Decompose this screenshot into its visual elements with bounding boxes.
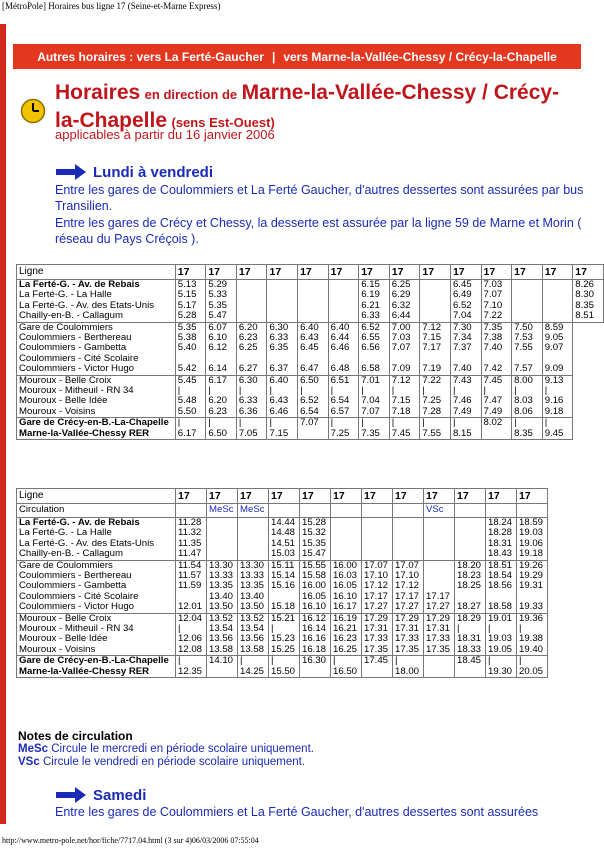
time-cell: 18.59 19.03 19.06 19.18	[517, 518, 548, 561]
time-cell: 6.07 6.10 6.12 6.14	[206, 322, 237, 375]
stop-names-cell	[17, 322, 176, 375]
table-header-row	[17, 265, 604, 280]
route-number-cell: 17	[236, 265, 267, 280]
time-cell: 6.52 6.55 6.56 6.58	[359, 322, 390, 375]
time-cell	[238, 518, 269, 561]
note-code: VSc	[18, 756, 40, 768]
stop-name: Gare de Crécy-en-B.-La-Chapelle	[19, 417, 169, 429]
time-cell: 6.40 | 6.43 6.46	[267, 375, 298, 418]
time-cell: 11.54 11.57 11.59 12.01	[176, 560, 207, 613]
note-vsc	[18, 756, 305, 768]
route-number-cell: 17	[267, 265, 298, 280]
time-cell	[424, 656, 455, 678]
time-cell: | 16.50	[331, 656, 362, 678]
time-cell: | 15.50	[269, 656, 300, 678]
time-cell: 7.12 7.15 7.17 7.19	[420, 322, 451, 375]
route-number-cell: 17	[389, 265, 420, 280]
time-cell: 15.21 | 15.23 15.25	[269, 613, 300, 656]
header-label: Ligne	[17, 265, 176, 280]
time-cell: 8.59 9.05 9.07 9.09	[542, 322, 573, 375]
time-cell: 5.45 | 5.48 5.50	[175, 375, 206, 418]
note-text: Circule le mercredi en période scolaire uniquement.	[51, 743, 314, 755]
time-cell	[420, 280, 451, 323]
time-cell: 6.51 | 6.54 6.57	[328, 375, 359, 418]
notes-title: Notes de circulation	[18, 729, 133, 743]
circulation-cell	[455, 504, 486, 518]
time-cell: 19.36 | 19.38 19.40	[517, 613, 548, 656]
time-cell: 14.10	[207, 656, 238, 678]
stop-name: Gare de Coulommiers	[19, 560, 113, 571]
time-cell: 15.55 15.58 16.00 16.05 16.10	[300, 560, 331, 613]
time-cell: 8.26 8.30 8.35 8.51	[573, 280, 604, 323]
stop-name: La Ferté-G. - Av. des Etats-Unis	[19, 299, 155, 311]
stop-names-cell	[17, 656, 176, 678]
time-cell: 16.30	[300, 656, 331, 678]
time-cell: 7.45 | 7.47 7.49	[481, 375, 512, 418]
left-accent-bar	[0, 24, 6, 824]
time-cell: | 20.05	[517, 656, 548, 678]
route-number-cell: 17	[486, 489, 517, 504]
time-cell: | 7.25	[328, 418, 359, 440]
weekday-heading	[55, 163, 213, 181]
stop-name: Marne-la-Vallée-Chessy RER	[19, 665, 150, 677]
time-cell: 6.25 6.29 6.32 6.44	[389, 280, 420, 323]
stop-name: Coulommiers - Berthereau	[19, 332, 132, 344]
route-number-cell: 17	[175, 265, 206, 280]
stop-name: Coulommiers - Victor Hugo	[19, 601, 134, 613]
time-cell: 6.50 | 6.52 6.54	[298, 375, 329, 418]
time-cell: 16.12 16.14 16.16 16.18	[300, 613, 331, 656]
time-cell: 6.45 6.49 6.52 7.04	[450, 280, 481, 323]
banner-separator: |	[271, 49, 276, 64]
time-cell: 16.00 16.03 16.05 16.10 16.17	[331, 560, 362, 613]
time-cell: 6.20 6.23 6.25 6.27	[236, 322, 267, 375]
arrow-right-icon	[55, 163, 87, 181]
time-cell	[331, 518, 362, 561]
print-header: [MétroPole] Horaires bus ligne 17 (Seine-et-Marne Express)	[2, 1, 221, 11]
time-cell: 8.00 | 8.03 8.06	[512, 375, 543, 418]
stop-name: La Ferté-G. - Av. des Etats-Unis	[19, 537, 155, 549]
time-cell: | 7.35	[359, 418, 390, 440]
time-cell	[207, 518, 238, 561]
stop-name: Mouroux - Belle Idée	[19, 633, 108, 645]
time-cell: | 7.55	[420, 418, 451, 440]
stop-names-cell	[17, 280, 176, 323]
time-cell: 18.45	[455, 656, 486, 678]
weekday-note-1: Entre les gares de Coulommiers et La Ferté Gaucher, d'autres dessertes sont assurées par bus Transilien.	[55, 183, 584, 213]
banner-prefix: Autres horaires : vers	[37, 49, 162, 64]
time-cell: 5.29 5.33 5.35 5.47	[206, 280, 237, 323]
stop-names-cell	[17, 375, 176, 418]
time-cell: 16.19 16.21 16.23 16.25	[331, 613, 362, 656]
route-number-cell: 17	[300, 489, 331, 504]
circulation-cell	[393, 504, 424, 518]
time-cell	[393, 518, 424, 561]
route-number-cell: 17	[420, 265, 451, 280]
stop-name: Gare de Crécy-en-B.-La-Chapelle	[19, 655, 169, 667]
circulation-row	[17, 504, 548, 518]
time-cell: | 18.00	[393, 656, 424, 678]
route-number-cell: 17	[328, 265, 359, 280]
circulation-cell: VSc	[424, 504, 455, 518]
time-cell: 7.35 7.38 7.40 7.42	[481, 322, 512, 375]
time-cell: 17.07 17.10 17.12 17.17 17.27	[362, 560, 393, 613]
route-number-cell: 17	[512, 265, 543, 280]
time-cell: | 19.30	[486, 656, 517, 678]
time-cell	[512, 280, 543, 323]
clock-icon	[20, 98, 46, 124]
time-cell: | 7.15	[267, 418, 298, 440]
weekday-timetable-1	[16, 264, 604, 440]
stop-name: La Ferté-G. - Av. de Rebais	[19, 517, 140, 528]
link-marne-la-vallee[interactable]: Marne-la-Vallée-Chessy / Crécy-la-Chapelle	[311, 49, 557, 64]
title-destination: Marne-la-Vallée-Chessy / Crécy-la-Chapelle	[55, 81, 560, 132]
route-number-cell: 17	[481, 265, 512, 280]
stop-names-cell	[17, 613, 176, 656]
route-number-cell: 17	[455, 489, 486, 504]
stop-names-cell	[17, 518, 176, 561]
stop-name: Mouroux - Voisins	[19, 405, 96, 417]
route-number-cell: 17	[424, 489, 455, 504]
stop-name: Mouroux - Belle Idée	[19, 395, 108, 407]
route-number-cell: 17	[542, 265, 573, 280]
print-footer: http://www.metro-pole.net/hor/fiche/7717.04.html (3 sur 4)06/03/2006 07:55:04	[2, 836, 259, 845]
link-la-ferte-gaucher[interactable]: La Ferté-Gaucher	[164, 49, 264, 64]
note-code: MeSc	[18, 743, 49, 755]
time-cell: 7.22 | 7.25 7.28	[420, 375, 451, 418]
note-mesc	[18, 743, 314, 755]
circulation-cell	[176, 504, 207, 518]
time-cell: 18.20 18.23 18.25 18.27	[455, 560, 486, 613]
time-cell: 17.07 17.10 17.12 17.17 17.27	[393, 560, 424, 613]
stop-name: Gare de Coulommiers	[19, 322, 113, 333]
time-cell: 17.29 17.31 17.33 17.35	[393, 613, 424, 656]
title-direction: en direction de	[144, 87, 238, 102]
time-cell: 7.03 7.07 7.10 7.22	[481, 280, 512, 323]
time-cell: 18.51 18.54 18.56 18.58	[486, 560, 517, 613]
time-cell: 5.13 5.15 5.17 5.28	[175, 280, 206, 323]
stop-name: Mouroux - Voisins	[19, 643, 96, 655]
weekday-note-2: Entre les gares de Crécy et Chessy, la desserte est assurée par la ligne 59 de Marne et Morin ( réseau du Pays Créçois ).	[55, 216, 582, 246]
time-cell: 6.30 6.33 6.35 6.37	[267, 322, 298, 375]
time-cell: 7.07	[298, 418, 329, 440]
time-cell: | 14.25	[238, 656, 269, 678]
time-cell	[267, 280, 298, 323]
time-cell: 7.12 | 7.15 7.18	[389, 375, 420, 418]
route-number-cell: 17	[331, 489, 362, 504]
time-cell: | 9.45	[542, 418, 573, 440]
time-cell: 7.01 | 7.04 7.07	[359, 375, 390, 418]
time-cell: 17.29 17.31 17.33 17.35	[424, 613, 455, 656]
time-cell: 17.17 17.27	[424, 560, 455, 613]
time-cell: 9.13 | 9.16 9.18	[542, 375, 573, 418]
time-cell: 17.29 17.31 17.33 17.35	[362, 613, 393, 656]
time-cell: | 7.45	[389, 418, 420, 440]
time-cell: 14.44 14.48 14.51 15.03	[269, 518, 300, 561]
circulation-cell	[362, 504, 393, 518]
route-number-cell: 17	[359, 265, 390, 280]
route-number-cell: 17	[238, 489, 269, 504]
stop-name: Coulommiers - Gambetta	[19, 580, 127, 592]
stop-group-row	[17, 322, 604, 375]
note-text: Circule le vendredi en période scolaire uniquement.	[42, 756, 306, 768]
time-cell: 6.15 6.19 6.21 6.33	[359, 280, 390, 323]
stop-name: Coulommiers - Cité Scolaire	[19, 590, 139, 602]
stop-name: Chailly-en-B. - Callagum	[19, 548, 123, 560]
time-cell	[236, 280, 267, 323]
time-cell: 7.30 7.34 7.37 7.40	[450, 322, 481, 375]
header-label: Ligne	[17, 489, 176, 504]
stop-group-row	[17, 280, 604, 323]
stop-name: Coulommiers - Berthereau	[19, 570, 132, 582]
stop-name: La Ferté-G. - La Halle	[19, 289, 112, 301]
stop-name: Mouroux - Mitheuil - RN 34	[19, 385, 134, 397]
route-number-cell: 17	[450, 265, 481, 280]
applicable-date: applicables à partir du 16 janvier 2006	[55, 127, 275, 142]
route-number-cell: 17	[206, 265, 237, 280]
time-cell: 6.30 | 6.33 6.36	[236, 375, 267, 418]
weekday-timetable-2	[16, 488, 548, 678]
stop-name: Coulommiers - Victor Hugo	[19, 363, 134, 375]
route-number-cell: 17	[573, 265, 604, 280]
time-cell: | 12.35	[176, 656, 207, 678]
route-number-cell: 17	[517, 489, 548, 504]
saturday-heading	[55, 786, 146, 804]
time-cell	[328, 280, 359, 323]
time-cell: 15.28 15.32 15.35 15.47	[300, 518, 331, 561]
circulation-cell	[300, 504, 331, 518]
time-cell: | 8.15	[450, 418, 481, 440]
stop-name: Chailly-en-B. - Callagum	[19, 310, 123, 322]
time-cell: 11.28 11.32 11.35 11.47	[176, 518, 207, 561]
stop-name: Mouroux - Belle Croix	[19, 613, 112, 624]
time-cell: 18.24 18.28 18.31 18.43	[486, 518, 517, 561]
time-cell	[542, 280, 573, 323]
time-cell	[455, 518, 486, 561]
circulation-cell	[517, 504, 548, 518]
time-cell: 8.02	[481, 418, 512, 440]
stop-name: La Ferté-G. - La Halle	[19, 527, 112, 539]
banner-prefix-2: vers	[283, 49, 309, 64]
stop-name: Mouroux - Belle Croix	[19, 375, 112, 386]
route-number-cell: 17	[269, 489, 300, 504]
circulation-cell	[486, 504, 517, 518]
time-cell	[298, 280, 329, 323]
route-number-cell: 17	[176, 489, 207, 504]
circulation-cell: MeSc	[238, 504, 269, 518]
time-cell: 13.30 13.33 13.35 13.40 13.50	[207, 560, 238, 613]
time-cell: 7.00 7.03 7.07 7.09	[389, 322, 420, 375]
time-cell: 7.50 7.53 7.55 7.57	[512, 322, 543, 375]
time-cell: 19.01 | 19.03 19.05	[486, 613, 517, 656]
time-cell: 18.29 | 18.31 18.33	[455, 613, 486, 656]
stop-group-row	[17, 375, 604, 418]
stop-group-row	[17, 518, 548, 561]
stop-group-row	[17, 656, 548, 678]
time-cell: 5.35 5.38 5.40 5.42	[175, 322, 206, 375]
time-cell: 12.04 | 12.06 12.08	[176, 613, 207, 656]
title-word: Horaires	[55, 81, 141, 104]
time-cell: 15.11 15.14 15.16 15.18	[269, 560, 300, 613]
time-cell: 13.30 13.33 13.35 13.40 13.50	[238, 560, 269, 613]
time-cell: 17.45	[362, 656, 393, 678]
circulation-cell	[331, 504, 362, 518]
time-cell: 6.40 6.43 6.45 6.47	[298, 322, 329, 375]
time-cell	[424, 518, 455, 561]
route-number-cell: 17	[207, 489, 238, 504]
stop-names-cell	[17, 418, 176, 440]
stop-name: Marne-la-Vallée-Chessy RER	[19, 427, 150, 439]
stop-names-cell	[17, 560, 176, 613]
circulation-cell	[269, 504, 300, 518]
time-cell	[362, 518, 393, 561]
table-header-row	[17, 489, 548, 504]
stop-group-row	[17, 560, 548, 613]
title-sens: (sens Est-Ouest)	[171, 115, 275, 130]
stop-name: La Ferté-G. - Av. de Rebais	[19, 279, 140, 290]
route-number-cell: 17	[393, 489, 424, 504]
time-cell: | 8.35	[512, 418, 543, 440]
stop-group-row	[17, 613, 548, 656]
time-cell: 13.52 13.54 13.56 13.58	[238, 613, 269, 656]
weekday-title: Lundi à vendredi	[93, 163, 214, 181]
time-cell: 6.40 6.44 6.46 6.48	[328, 322, 359, 375]
stop-name: Coulommiers - Cité Scolaire	[19, 352, 139, 364]
time-cell: | 6.50	[206, 418, 237, 440]
time-cell: 7.43 | 7.46 7.49	[450, 375, 481, 418]
route-number-cell: 17	[362, 489, 393, 504]
time-cell: 6.17 | 6.20 6.23	[206, 375, 237, 418]
saturday-title: Samedi	[93, 786, 147, 804]
stop-name: Coulommiers - Gambetta	[19, 342, 127, 354]
arrow-right-icon	[55, 786, 87, 804]
time-cell: 13.52 13.54 13.56 13.58	[207, 613, 238, 656]
route-number-cell: 17	[298, 265, 329, 280]
other-schedules-banner	[13, 44, 581, 69]
saturday-note: Entre les gares de Coulommiers et La Ferté Gaucher, d'autres dessertes sont assurées	[55, 805, 539, 819]
time-cell: | 7.05	[236, 418, 267, 440]
circulation-cell: MeSc	[207, 504, 238, 518]
stop-name: Mouroux - Mitheuil - RN 34	[19, 623, 134, 635]
circulation-label: Circulation	[17, 504, 176, 518]
time-cell: | 6.17	[175, 418, 206, 440]
stop-group-row	[17, 418, 604, 440]
time-cell: 19.26 19.29 19.31 19.33	[517, 560, 548, 613]
